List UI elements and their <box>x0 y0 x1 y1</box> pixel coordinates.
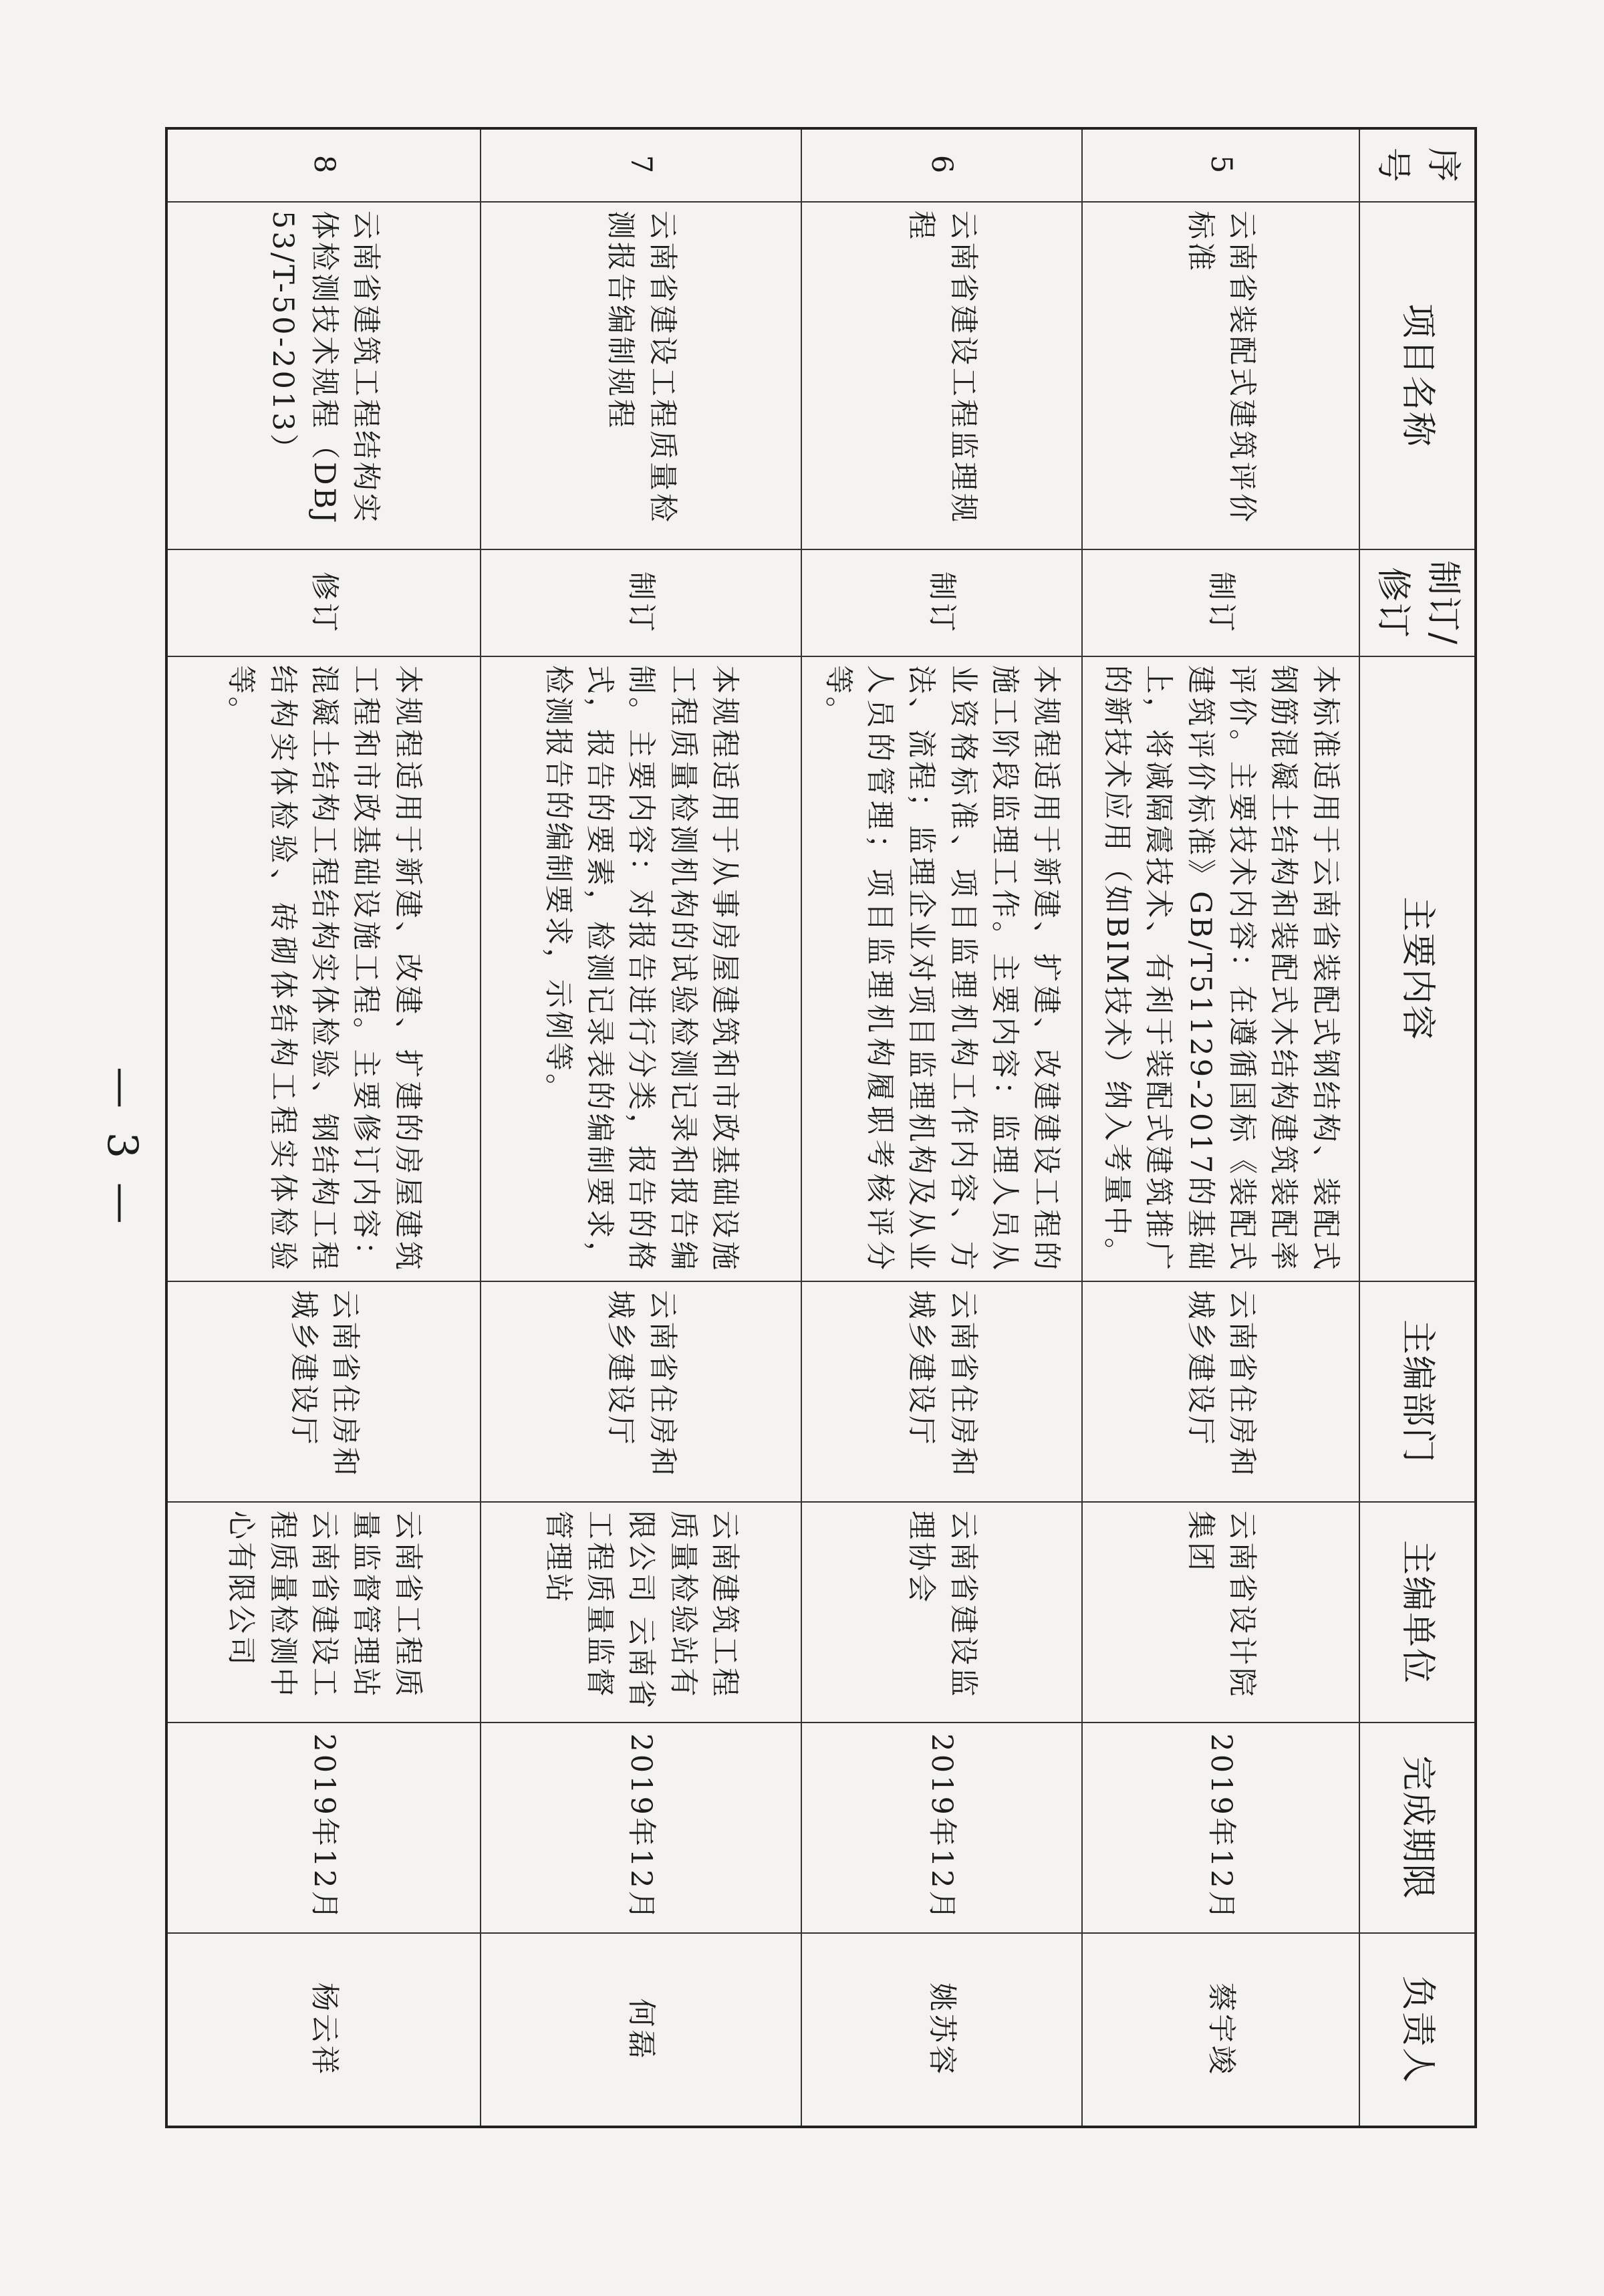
due-date: 2019年12月 <box>166 1723 481 1933</box>
header-content: 主要内容 <box>1359 656 1476 1281</box>
row-number: 8 <box>166 128 481 202</box>
table-row <box>166 128 481 2127</box>
header-editor: 主编单位 <box>1359 1502 1476 1723</box>
responsible-person: 杨云祥 <box>166 1933 481 2127</box>
editing-unit: 云南省建设监理协会 <box>801 1502 1082 1723</box>
row-number: 7 <box>481 128 801 202</box>
main-content: 本规程适用于新建、改建、扩建的房屋建筑工程和市政基础设施工程。主要修订内容：混凝土结构工程结构实体检验、钢结构工程结构实体检验、砖砌体结构工程实体检验等。 <box>166 656 481 1281</box>
revision-type: 制订 <box>801 549 1082 656</box>
header-person: 负责人 <box>1359 1933 1476 2127</box>
editing-unit: 云南建筑工程质量检验站有限公司 云南省工程质量监督管理站 <box>481 1502 801 1723</box>
editing-department: 云南省住房和城乡建设厅 <box>481 1281 801 1502</box>
editing-department: 云南省住房和城乡建设厅 <box>801 1281 1082 1502</box>
revision-type: 制订 <box>1082 549 1359 656</box>
page-number: — 3 — <box>98 1067 147 1229</box>
table-row <box>801 128 1082 2127</box>
main-content: 本规程适用于从事房屋建筑和市政基础设施工程质量检测机构的试验检测记录和报告编制。主要内容：对报告进行分类，报告的格式，报告的要素，检测记录表的编制要求，检测报告的编制要求，示例等。 <box>481 656 801 1281</box>
table-row <box>481 128 801 2127</box>
editing-department: 云南省住房和城乡建设厅 <box>1082 1281 1359 1502</box>
header-type: 制订/修订 <box>1359 549 1476 656</box>
responsible-person: 何磊 <box>481 1933 801 2127</box>
header-num: 序号 <box>1359 128 1476 202</box>
project-name: 云南省装配式建筑评价标准 <box>1082 202 1359 549</box>
project-name: 云南省建设工程质量检测报告编制规程 <box>481 202 801 549</box>
header-dept: 主编部门 <box>1359 1281 1476 1502</box>
due-date: 2019年12月 <box>801 1723 1082 1933</box>
revision-type: 制订 <box>481 549 801 656</box>
standards-plan-table <box>165 127 1477 2128</box>
row-number: 5 <box>1082 128 1359 202</box>
due-date: 2019年12月 <box>481 1723 801 1933</box>
main-content: 本标准适用于云南省装配式钢结构、装配式钢筋混凝土结构和装配式木结构建筑装配率评价。主要技术内容：在遵循国标《装配式建筑评价标准》GB/T51129-2017的基础上，将减隔震技术、有利于装配式建筑推广的新技术应用（如BIM技术）纳入考量中。 <box>1082 656 1359 1281</box>
editing-unit: 云南省工程质量监督管理站 云南省建设工程质量检测中心有限公司 <box>166 1502 481 1723</box>
editing-department: 云南省住房和城乡建设厅 <box>166 1281 481 1502</box>
table-header-row <box>1359 128 1476 2127</box>
table-row <box>1082 128 1359 2127</box>
header-name: 项目名称 <box>1359 202 1476 549</box>
main-content: 本规程适用于新建、扩建、改建建设工程的施工阶段监理工作。主要内容：监理人员从业资格标准、项目监理机构工作内容、方法、流程；监理企业对项目监理机构及从业人员的管理；项目监理机构履职考核评分等。 <box>801 656 1082 1281</box>
responsible-person: 姚苏容 <box>801 1933 1082 2127</box>
header-due: 完成期限 <box>1359 1723 1476 1933</box>
project-name: 云南省建筑工程结构实体检测技术规程（DBJ 53/T-50-2013） <box>166 202 481 549</box>
revision-type: 修订 <box>166 549 481 656</box>
due-date: 2019年12月 <box>1082 1723 1359 1933</box>
responsible-person: 蔡宇竣 <box>1082 1933 1359 2127</box>
editing-unit: 云南省设计院集团 <box>1082 1502 1359 1723</box>
project-name: 云南省建设工程监理规程 <box>801 202 1082 549</box>
row-number: 6 <box>801 128 1082 202</box>
